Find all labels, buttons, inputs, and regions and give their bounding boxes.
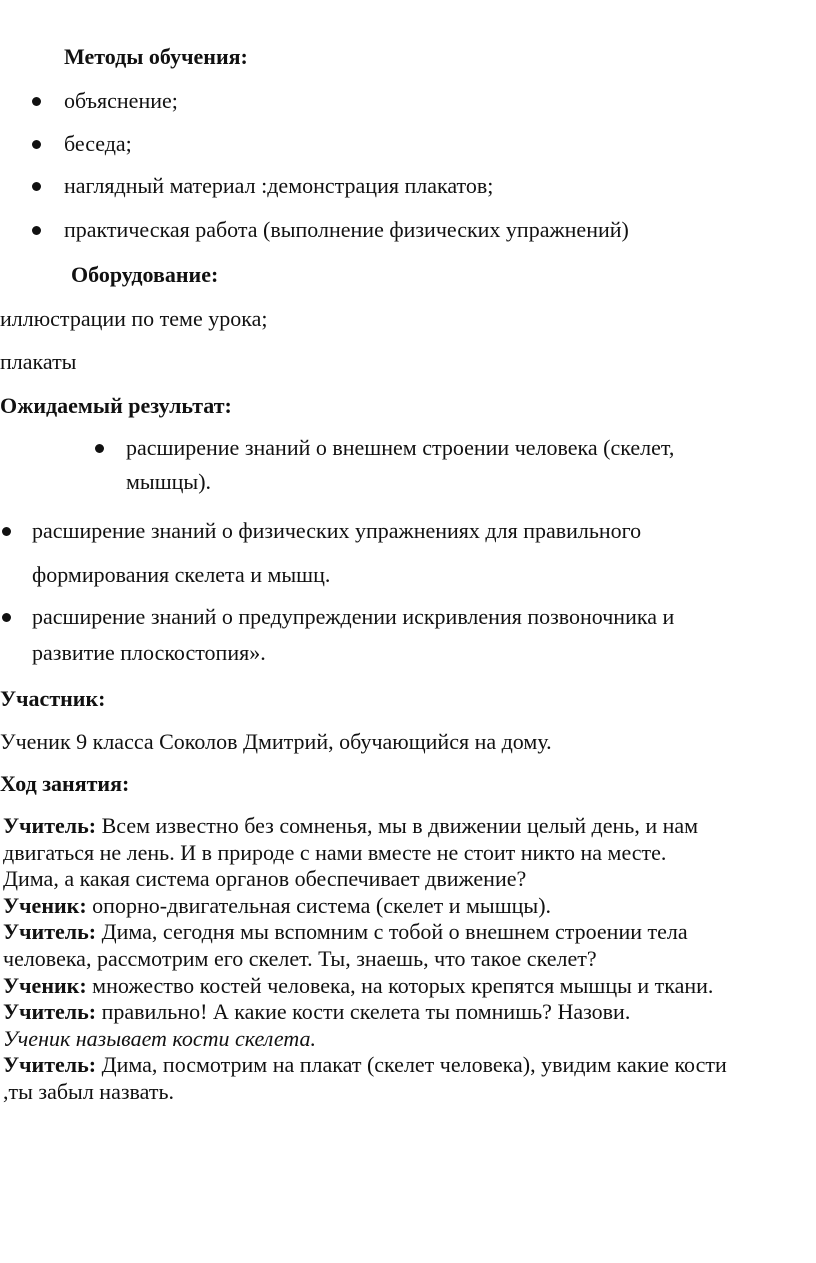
methods-item: объяснение; [64, 88, 178, 113]
bullet-icon [2, 613, 11, 622]
bullet-icon [2, 527, 11, 536]
expected-item-continued: развитие плоскостопия». [32, 640, 266, 665]
dialog-text: двигаться не лень. И в природе с нами вместе не стоит никто на месте. [3, 839, 667, 865]
expected-item: расширение знаний о физических упражнениях для правильного [32, 518, 642, 543]
methods-item: наглядный материал :демонстрация плакатов; [64, 173, 494, 198]
expected-item-continued: мышцы). [126, 469, 212, 494]
expected-item: расширение знаний о предупреждении искривления позвоночника и [32, 604, 675, 629]
dialog-text: множество костей человека, на которых крепятся мышцы и ткани. [86, 972, 714, 998]
methods-item: практическая работа (выполнение физических упражнений) [64, 217, 629, 242]
equipment-line: иллюстрации по теме урока; [0, 306, 268, 331]
expected-item: расширение знаний о внешнем строении человека (скелет, [126, 435, 675, 460]
dialog-line [3, 1079, 813, 1106]
bullet-icon [32, 140, 41, 149]
dialog-line [3, 813, 813, 840]
dialog-text: Дима, сегодня мы вспомним с тобой о внешнем строении тела [96, 919, 688, 945]
dialog-text: Дима, посмотрим на плакат (скелет человека), увидим какие кости [96, 1052, 727, 1078]
bullet-icon [95, 444, 104, 453]
methods-item: беседа; [64, 131, 132, 156]
dialog-text: правильно! А какие кости скелета ты помнишь? Назови. [96, 999, 631, 1025]
dialog-text: опорно-двигательная система (скелет и мышцы). [86, 892, 552, 918]
dialog-line [3, 946, 813, 973]
methods-heading: Методы обучения: [64, 44, 248, 69]
stage-direction: Ученик называет кости скелета. [3, 1025, 317, 1051]
equipment-heading: Оборудование: [71, 262, 219, 287]
dialog-line [3, 840, 813, 867]
teacher-label: Учитель: [3, 813, 97, 838]
bullet-icon [32, 182, 41, 191]
dialog-text: Дима, а какая система органов обеспечивает движение? [3, 866, 527, 892]
expected-item-continued: формирования скелета и мышц. [32, 562, 331, 587]
dialog-line [3, 919, 813, 946]
participant-heading: Участник: [0, 686, 106, 711]
student-label: Ученик: [3, 892, 87, 918]
lesson-dialog [3, 813, 813, 1106]
participant-text: Ученик 9 класса Соколов Дмитрий, обучающийся на дому. [0, 729, 552, 754]
lesson-heading: Ход занятия: [0, 771, 130, 796]
dialog-text: человека, рассмотрим его скелет. Ты, знаешь, что такое скелет? [3, 945, 597, 971]
dialog-text: ,ты забыл назвать. [3, 1078, 174, 1104]
dialog-line [3, 973, 813, 1000]
dialog-line [3, 1052, 813, 1079]
dialog-line [3, 999, 813, 1026]
dialog-line [3, 893, 813, 920]
teacher-label: Учитель: [3, 919, 97, 945]
bullet-icon [32, 226, 41, 235]
dialog-line [3, 866, 813, 893]
teacher-label: Учитель: [3, 1052, 97, 1078]
expected-heading: Ожидаемый результат: [0, 393, 232, 418]
dialog-line [3, 1026, 813, 1053]
teacher-label: Учитель: [3, 999, 97, 1025]
bullet-icon [32, 97, 41, 106]
equipment-line: плакаты [0, 349, 77, 374]
student-label: Ученик: [3, 972, 87, 998]
dialog-text: Всем известно без сомненья, мы в движении целый день, и нам [96, 813, 699, 838]
